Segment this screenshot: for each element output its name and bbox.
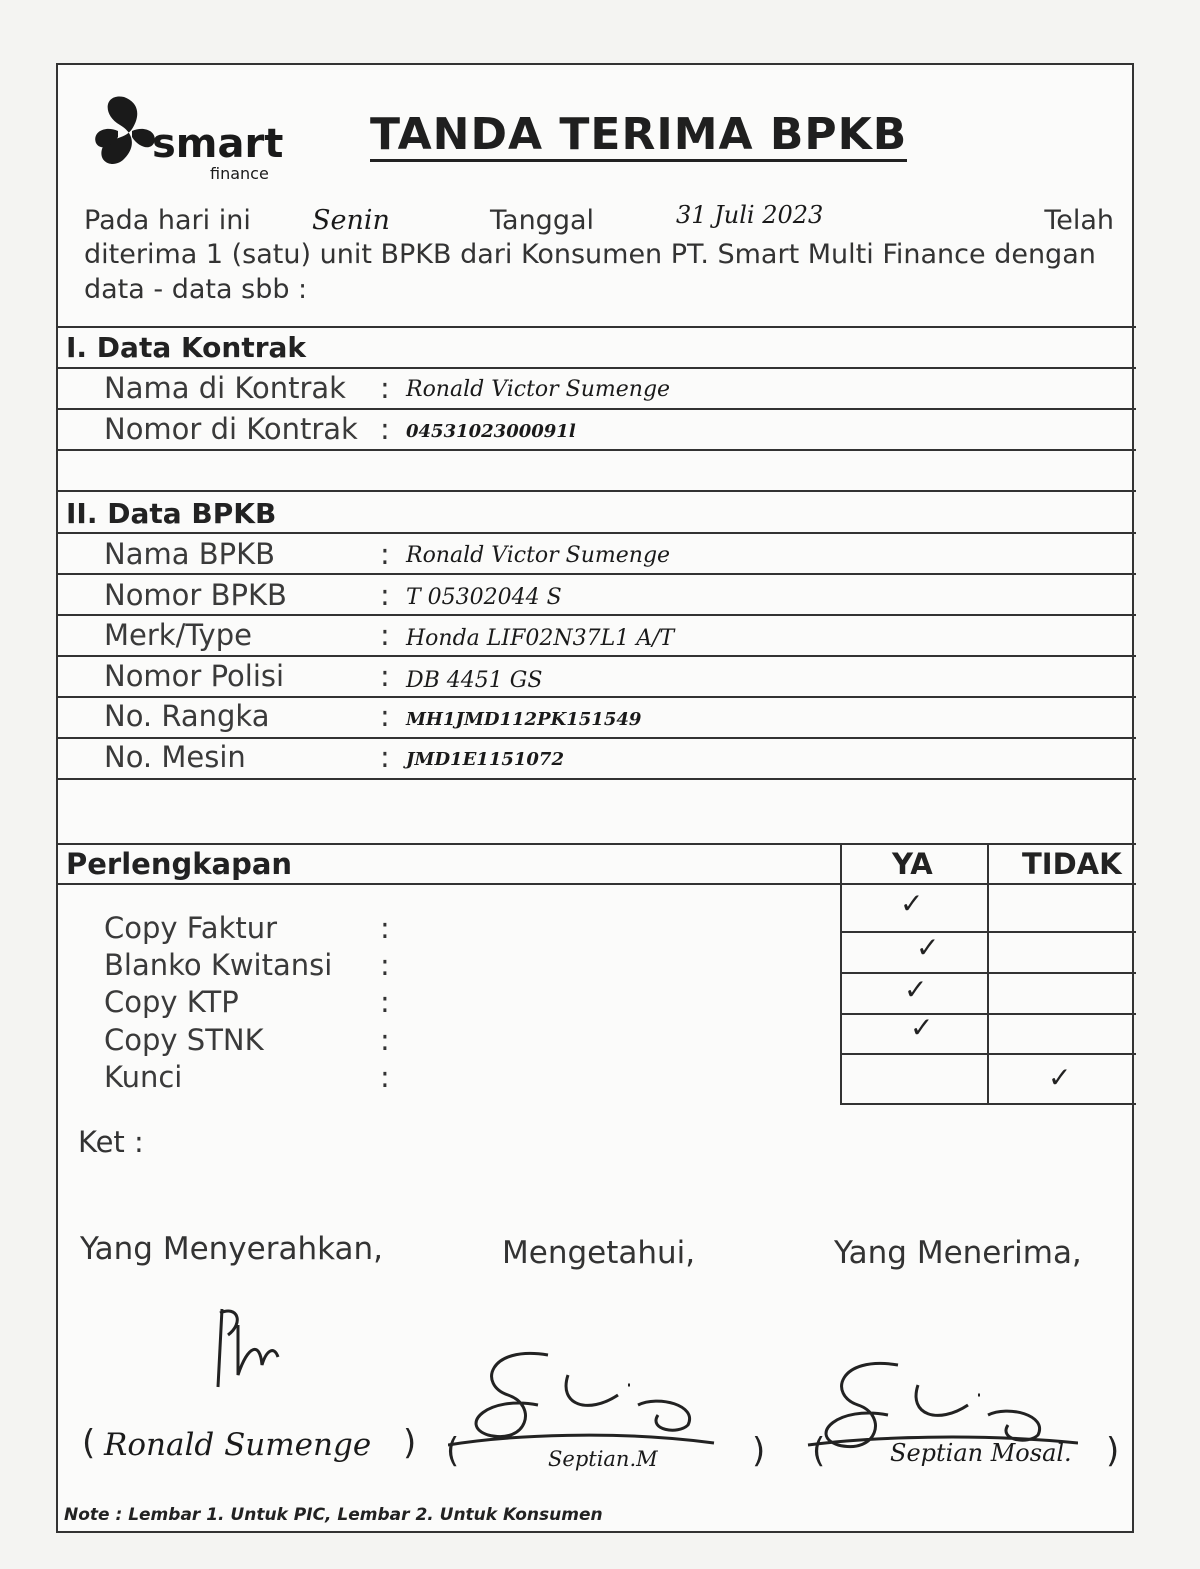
nama-kontrak-label: Nama di Kontrak xyxy=(104,371,346,405)
open-paren: ( xyxy=(812,1431,826,1471)
col-tidak-header: TIDAK xyxy=(1022,847,1122,881)
date-value: 31 Juli 2023 xyxy=(676,201,824,229)
nama-bpkb-label: Nama BPKB xyxy=(104,537,275,571)
nomor-polisi-value: DB 4451 GS xyxy=(406,668,543,693)
check-faktur-ya: ✓ xyxy=(900,887,924,920)
table-col-divider xyxy=(840,843,842,1105)
divider xyxy=(58,326,1136,328)
close-paren: ) xyxy=(1106,1431,1120,1471)
signature-left-icon xyxy=(208,1295,288,1395)
brand-name: smart xyxy=(152,121,284,167)
divider xyxy=(58,655,1136,657)
open-paren: ( xyxy=(446,1431,460,1471)
divider xyxy=(58,696,1136,698)
item-copy-faktur: Copy Faktur xyxy=(104,911,278,945)
item-copy-ktp: Copy KTP xyxy=(104,985,239,1019)
colon: : xyxy=(380,537,390,571)
intro-line-2: diterima 1 (satu) unit BPKB dari Konsumen PT. Smart Multi Finance dengan xyxy=(84,239,1096,270)
check-ktp-ya: ✓ xyxy=(904,973,928,1006)
date-label: Tanggal xyxy=(490,205,595,236)
divider xyxy=(58,532,1136,534)
merk-type-value: Honda LIF02N37L1 A/T xyxy=(406,626,675,651)
colon: : xyxy=(380,412,390,446)
close-paren: ) xyxy=(752,1431,766,1471)
no-mesin-value: JMD1E1151072 xyxy=(406,749,564,770)
smart-finance-logo xyxy=(84,85,294,185)
signature-mid-icon xyxy=(448,1335,718,1455)
item-kunci: Kunci xyxy=(104,1060,183,1094)
day-value: Senin xyxy=(312,205,390,236)
check-kwitansi-ya: ✓ xyxy=(916,931,940,964)
colon: : xyxy=(380,985,390,1019)
table-row-divider xyxy=(840,931,1136,933)
divider xyxy=(58,843,1136,845)
signer-mid-name: Septian.M xyxy=(548,1447,658,1471)
no-mesin-label: No. Mesin xyxy=(104,740,246,774)
colon: : xyxy=(380,578,390,612)
table-row-divider xyxy=(840,1053,1136,1055)
day-label: Pada hari ini xyxy=(84,205,251,236)
receipt-sheet xyxy=(56,63,1134,1533)
table-row-divider xyxy=(840,972,1136,974)
divider xyxy=(58,778,1136,780)
colon: : xyxy=(380,948,390,982)
colon: : xyxy=(380,618,390,652)
divider xyxy=(58,883,1136,885)
intro-line-3: data - data sbb : xyxy=(84,274,308,305)
merk-type-label: Merk/Type xyxy=(104,618,252,652)
item-blanko-kwitansi: Blanko Kwitansi xyxy=(104,948,333,982)
telah-text: Telah xyxy=(1044,205,1114,236)
nomor-bpkb-label: Nomor BPKB xyxy=(104,578,287,612)
no-rangka-value: MH1JMD112PK151549 xyxy=(406,709,642,730)
divider xyxy=(58,573,1136,575)
nama-kontrak-value: Ronald Victor Sumenge xyxy=(406,377,671,402)
brand-sub: finance xyxy=(210,164,269,183)
perlengkapan-title: Perlengkapan xyxy=(66,847,293,881)
signer-left-name: Ronald Sumenge xyxy=(104,1427,372,1463)
divider xyxy=(58,614,1136,616)
page-title: TANDA TERIMA BPKB xyxy=(370,109,908,160)
divider xyxy=(58,449,1136,451)
divider xyxy=(58,490,1136,492)
table-row-divider xyxy=(840,1103,1136,1105)
check-stnk-ya: ✓ xyxy=(910,1011,934,1044)
colon: : xyxy=(380,911,390,945)
table-row-divider xyxy=(840,1013,1136,1015)
yang-menyerahkan-label: Yang Menyerahkan, xyxy=(80,1231,384,1267)
nomor-bpkb-value: T 05302044 S xyxy=(406,585,562,610)
divider xyxy=(58,737,1136,739)
section-kontrak-title: I. Data Kontrak xyxy=(66,331,307,364)
nomor-kontrak-label: Nomor di Kontrak xyxy=(104,412,358,446)
signer-right-name: Septian Mosal. xyxy=(890,1439,1072,1467)
ket-label: Ket : xyxy=(78,1125,144,1159)
close-paren: ) xyxy=(403,1423,417,1463)
nama-bpkb-value: Ronald Victor Sumenge xyxy=(406,543,671,568)
intro-line-1 xyxy=(84,201,1114,236)
yang-menerima-label: Yang Menerima, xyxy=(834,1235,1082,1271)
colon: : xyxy=(380,659,390,693)
divider xyxy=(58,367,1136,369)
colon: : xyxy=(380,699,390,733)
divider xyxy=(58,408,1136,410)
smart-logo-icon xyxy=(84,85,294,185)
colon: : xyxy=(380,1060,390,1094)
check-kunci-tidak: ✓ xyxy=(1048,1061,1072,1094)
section-bpkb-title: II. Data BPKB xyxy=(66,497,277,530)
footer-note: Note : Lembar 1. Untuk PIC, Lembar 2. Untuk Konsumen xyxy=(64,1505,603,1525)
item-copy-stnk: Copy STNK xyxy=(104,1023,264,1057)
table-col-divider xyxy=(987,843,989,1105)
colon: : xyxy=(380,740,390,774)
open-paren: ( xyxy=(82,1423,96,1463)
no-rangka-label: No. Rangka xyxy=(104,699,270,733)
mengetahui-label: Mengetahui, xyxy=(502,1235,696,1271)
col-ya-header: YA xyxy=(892,847,933,881)
nomor-kontrak-value: 0453102300091l xyxy=(406,421,576,442)
colon: : xyxy=(380,1023,390,1057)
colon: : xyxy=(380,371,390,405)
nomor-polisi-label: Nomor Polisi xyxy=(104,659,285,693)
